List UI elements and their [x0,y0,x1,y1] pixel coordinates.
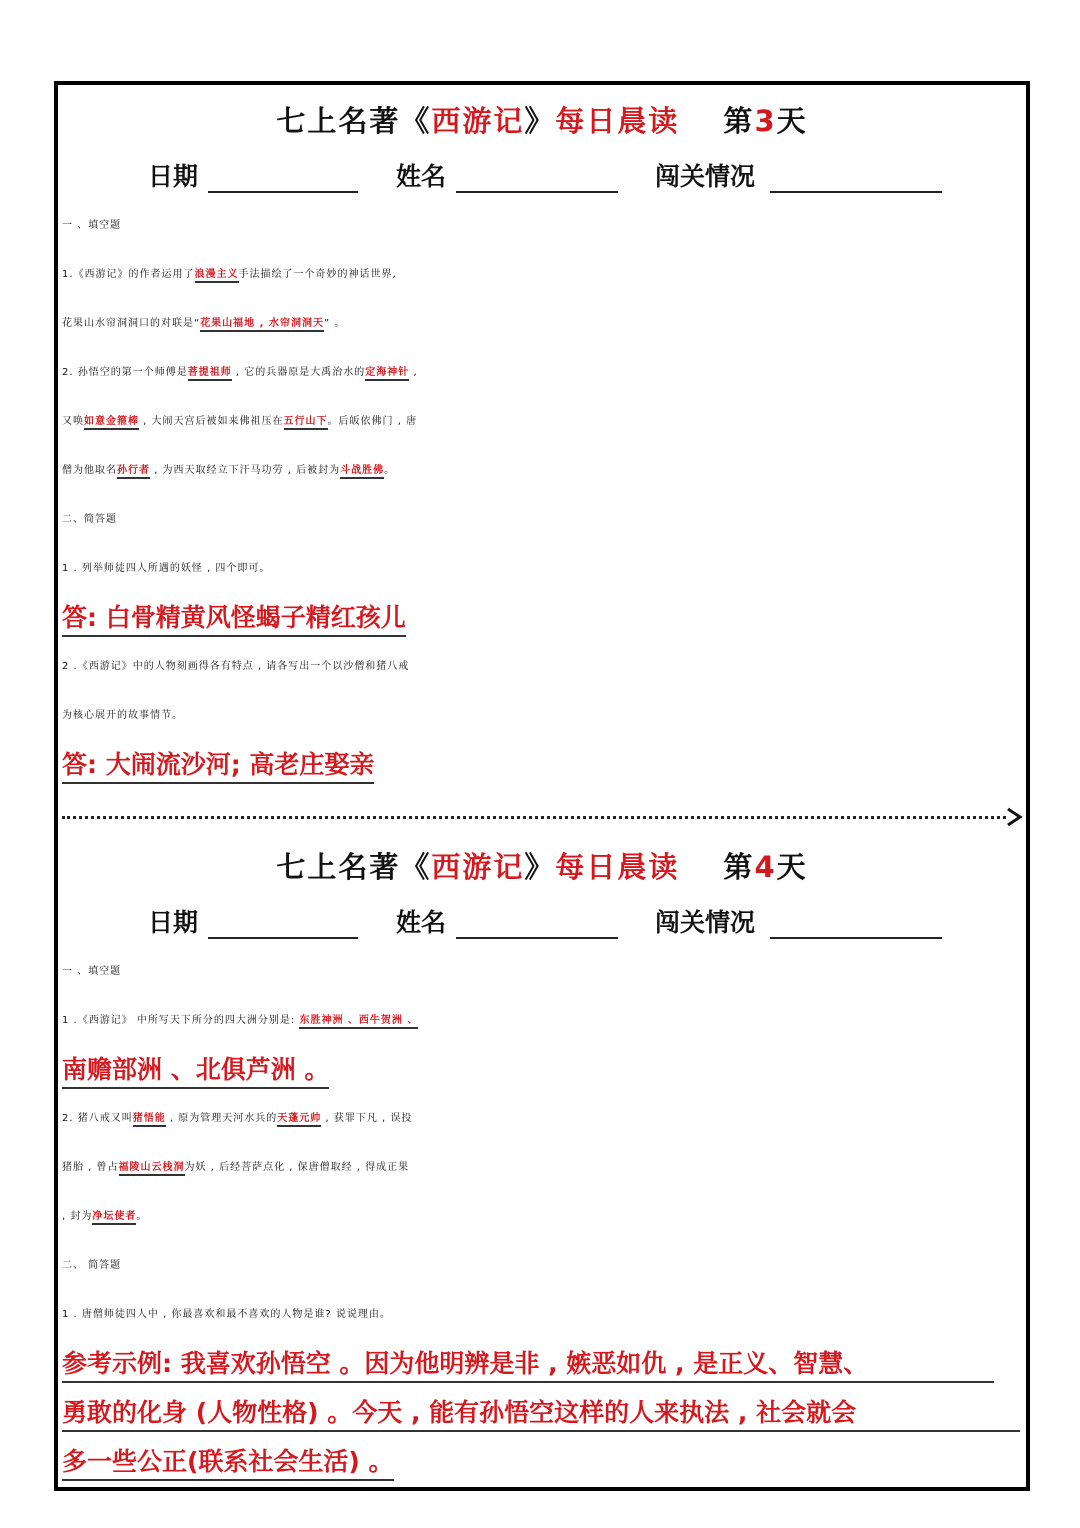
day4-date-label: 日期 [148,908,199,937]
arrow-right-icon [1002,805,1026,829]
day4-name-label: 姓名 [396,908,447,937]
day3-q1-line1: 1.《西游记》的作者运用了浪漫主义手法描绘了一个奇妙的神话世界, [62,258,1024,292]
answer: 天蓬元帅 [277,1113,321,1127]
day3-s2-answer: 答: 大闹流沙河; 高老庄娶亲 [62,748,374,784]
day4-status-blank[interactable] [770,937,942,939]
day3-date-label: 日期 [148,162,199,191]
answer: 定海神针 [365,367,409,381]
day4-s1-answer-line1: 参考示例: 我喜欢孙悟空 。因为他明辨是非 , 嫉恶如仇 , 是正义、智慧、 [62,1347,994,1383]
answer: 如意金箍棒 [84,416,139,430]
day3-s1-answer: 答: 白骨精黄风怪蝎子精红孩儿 [62,601,406,637]
day4-q1-line2: 南赡部洲 、北俱芦洲 。 [62,1053,329,1089]
answer: 东胜神洲 、西牛贺洲 、 [299,1015,418,1029]
answer: 孙行者 [117,465,150,479]
day3-date-blank[interactable] [208,191,358,193]
day4-s1-answer-line2: 勇敢的化身 (人物性格) 。今天 , 能有孙悟空这样的人来执法 , 社会就会 [62,1396,1020,1432]
answer: 猪悟能 [133,1113,166,1127]
day3-q2-line2: 又唤如意金箍棒 , 大闹天宫后被如来佛祖压在五行山下。后皈依佛门 , 唐 [62,405,1024,439]
day3-name-label: 姓名 [396,162,447,191]
day4-name-blank[interactable] [456,937,618,939]
answer: 浪漫主义 [195,269,239,283]
day4-section-fill: 一 、填空题 [62,966,122,977]
day3-q2-line1: 2. 孙悟空的第一个师傅是菩提祖师 , 它的兵器原是大禹治水的定海神针 , [62,356,1024,390]
day3-q2-line3: 僧为他取名孙行者 , 为西天取经立下汗马功劳 , 后被封为斗战胜佛。 [62,454,1024,488]
day4-s1-answer-line3: 多一些公正(联系社会生活) 。 [62,1445,394,1481]
answer: 净坛使者 [92,1211,136,1225]
day3-section-fill: 一 、填空题 [62,220,122,231]
day4-date-blank[interactable] [208,937,358,939]
answer: 福陵山云栈洞 [119,1162,185,1176]
day4-q2-line2: 猪胎 , 曾占福陵山云栈洞为妖 , 后经菩萨点化 , 保唐僧取经 , 得成正果 [62,1151,1024,1185]
day4-q2-line3: , 封为净坛使者。 [62,1200,1024,1234]
day3-name-blank[interactable] [456,191,618,193]
day3-section-short: 二、简答题 [62,514,117,525]
answer: 菩提祖师 [188,367,232,381]
day3-title: 七上名著《西游记》每日晨读 第3天 [276,104,808,138]
dotted-divider [62,816,1006,819]
day3-q1-line2: 花果山水帘洞洞口的对联是“花果山福地 , 水帘洞洞天” 。 [62,307,1024,341]
day4-title: 七上名著《西游记》每日晨读 第4天 [276,850,808,884]
day4-s1-question: 1 . 唐僧师徒四人中 , 你最喜欢和最不喜欢的人物是谁? 说说理由。 [62,1309,391,1320]
day3-status-blank[interactable] [770,191,942,193]
answer: 五行山下 [284,416,328,430]
answer: 斗战胜佛 [340,465,384,479]
worksheet-frame [54,81,1030,1491]
day4-q2-line1: 2. 猪八戒又叫猪悟能 , 原为管理天河水兵的天蓬元帅 , 获罪下凡 , 误投 [62,1102,1024,1136]
answer: 花果山福地 , 水帘洞洞天 [200,318,324,332]
day3-s2-question-line2: 为核心展开的故事情节。 [62,710,183,721]
day4-status-label: 闯关情况 [655,908,756,937]
day4-q1-line1: 1 .《西游记》 中所写天下所分的四大洲分别是: 东胜神洲 、西牛贺洲 、 [62,1004,1024,1038]
day3-s2-question-line1: 2 .《西游记》中的人物刻画得各有特点 , 请各写出一个以沙僧和猪八戒 [62,661,410,672]
day3-status-label: 闯关情况 [655,162,756,191]
day4-section-short: 二、 简答题 [62,1260,122,1271]
day3-s1-question: 1 . 列举师徒四人所遇的妖怪 , 四个即可。 [62,563,271,574]
